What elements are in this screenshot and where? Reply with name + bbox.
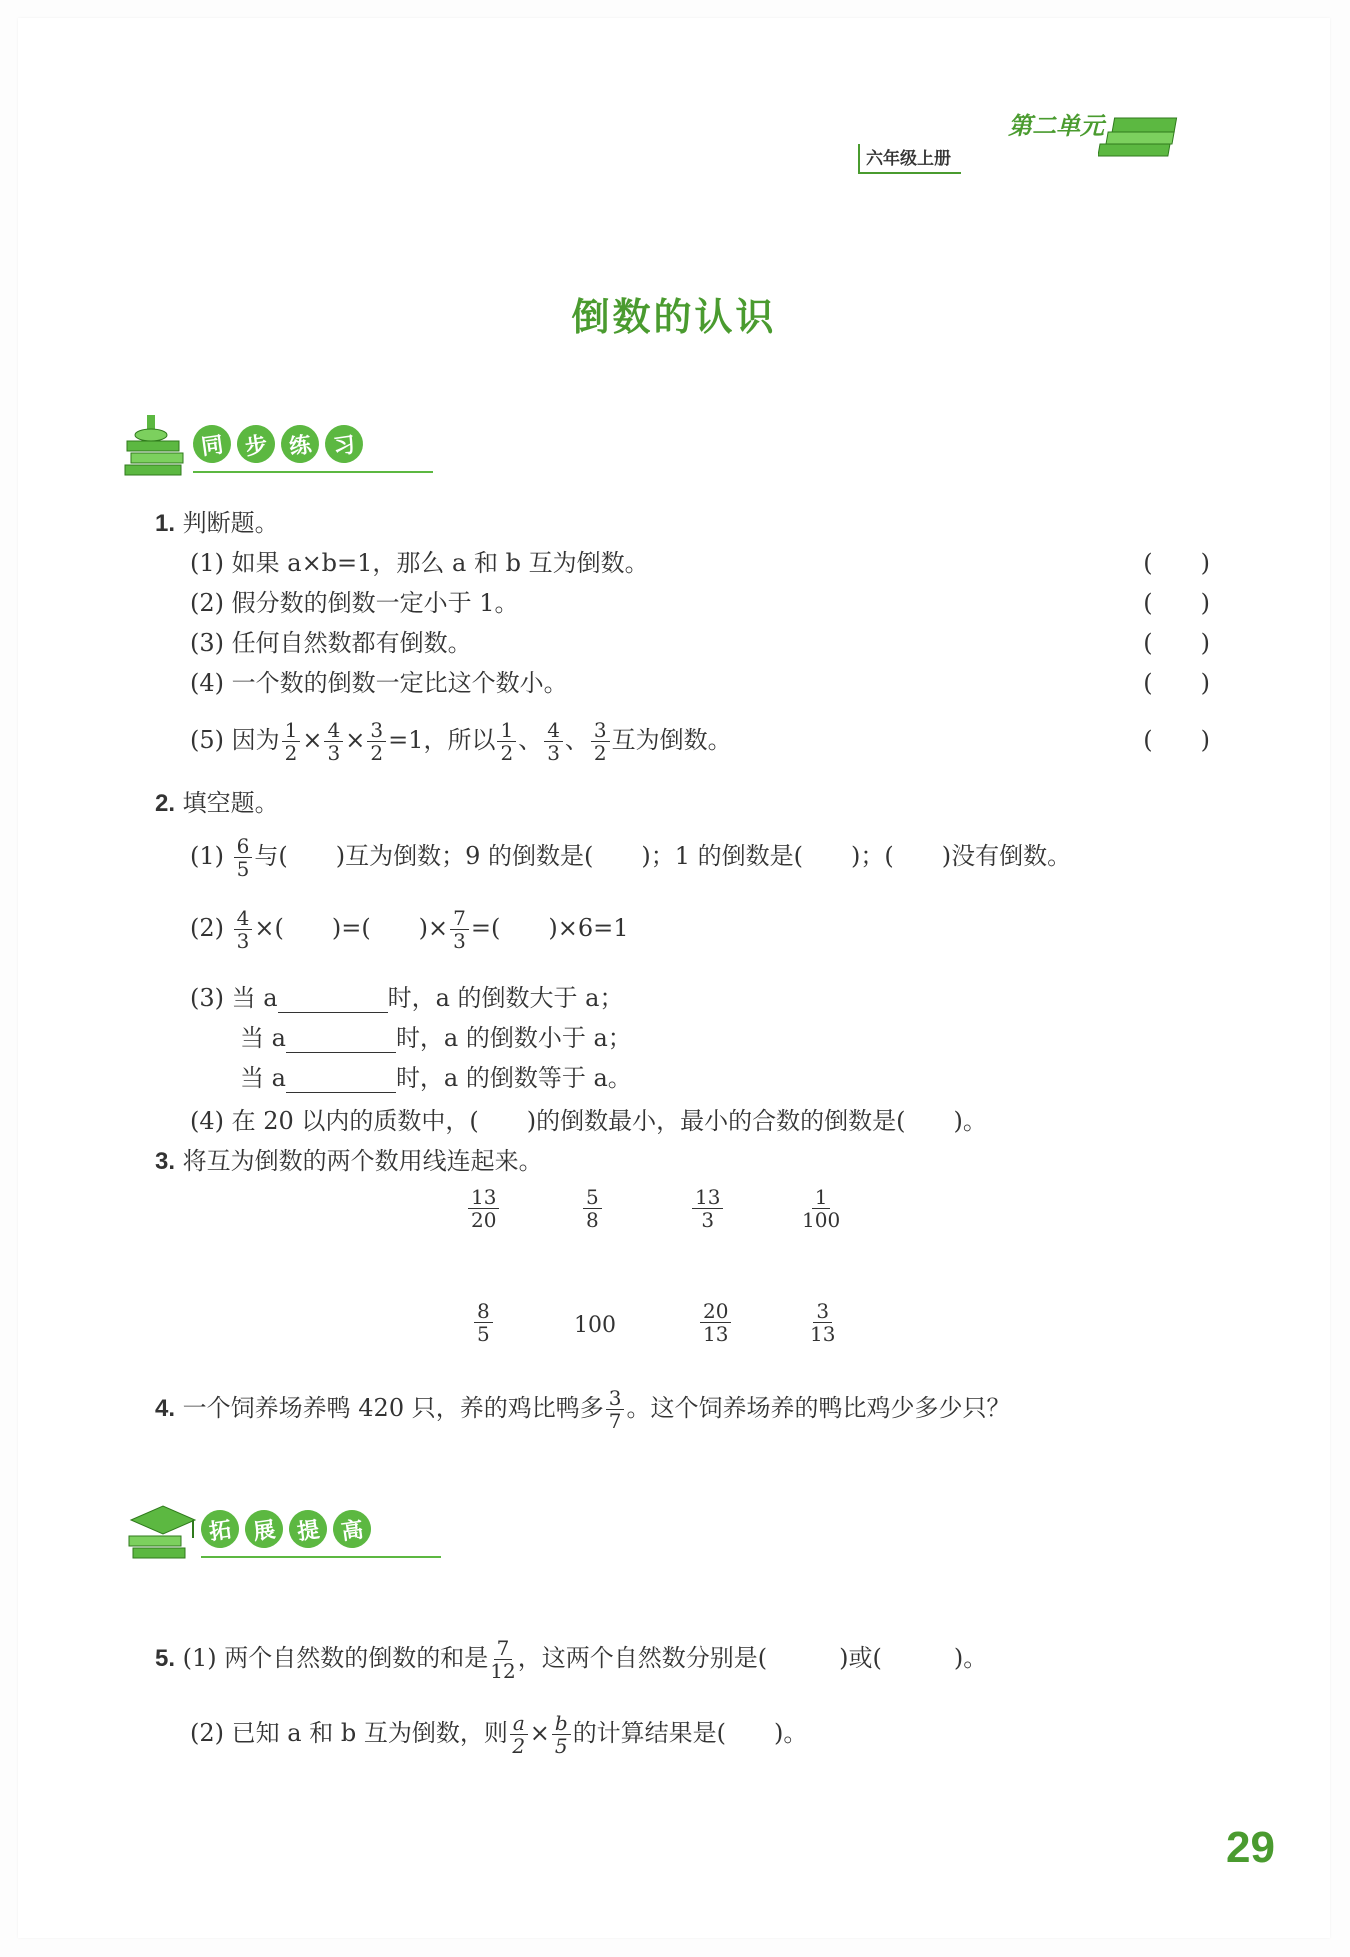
times-sign: × — [302, 726, 323, 754]
q2-item4 — [190, 1106, 987, 1136]
item-label: (3) — [190, 629, 224, 657]
match-top-4[interactable]: $\frac{1}{100}$ — [802, 1185, 841, 1232]
item-text: 当 a — [240, 1064, 286, 1092]
answer-paren[interactable]: ( ) — [1143, 669, 1210, 697]
separator: 、 — [564, 726, 589, 754]
section-title-row — [193, 425, 433, 473]
q3-number: 3. — [155, 1148, 176, 1175]
item-text: 当 a — [240, 1024, 286, 1052]
fraction: $\frac{7}{3}$ — [450, 907, 469, 952]
match-top-1[interactable]: $\frac{13}{20}$ — [466, 1186, 501, 1231]
q2-item1 — [190, 826, 1071, 886]
fraction: $\frac{6}{5}$ — [234, 835, 253, 880]
item-label: (2) — [190, 589, 224, 617]
fraction: $\frac{1}{2}$ — [282, 719, 301, 764]
q2-stem-text: 填空题。 — [182, 789, 279, 817]
item-text[interactable]: =( )×6=1 — [470, 914, 629, 942]
item-label: (4) — [190, 669, 224, 697]
section-sync-practice — [123, 413, 443, 483]
header-tag — [858, 106, 1188, 169]
section-char: 习 — [323, 423, 366, 466]
item-text: 时，a 的倒数大于 a； — [387, 984, 624, 1012]
answer-paren[interactable]: ( ) — [1143, 589, 1210, 617]
item-label: (1) — [190, 549, 224, 577]
q3-stem — [155, 1146, 543, 1177]
match-top-2[interactable]: $\frac{5}{8}$ — [581, 1186, 604, 1231]
item-text[interactable]: 在 20 以内的质数中，( )的倒数最小，最小的合数的倒数是( )。 — [231, 1107, 987, 1135]
q1-item — [190, 548, 1210, 578]
times-sign: × — [345, 726, 366, 754]
fill-blank[interactable] — [286, 1070, 396, 1093]
fraction: $\frac{a}{2}$ — [510, 1712, 528, 1757]
fraction: $\frac{3}{2}$ — [591, 719, 610, 764]
item-label: (2) — [190, 914, 224, 942]
fraction: $\frac{3}{7}$ — [606, 1387, 625, 1432]
q1-stem-text: 判断题。 — [182, 509, 279, 537]
page-number: 29 — [1226, 1823, 1275, 1872]
fraction: $\frac{1}{2}$ — [497, 719, 516, 764]
q5-item1 — [155, 1628, 987, 1689]
q1-item — [190, 710, 1210, 770]
answer-paren[interactable]: ( ) — [1143, 726, 1210, 754]
item-text: 任何自然数都有倒数。 — [231, 629, 472, 657]
q1-item — [190, 668, 1210, 698]
item-label: (3) — [190, 984, 224, 1012]
section-char: 步 — [235, 423, 278, 466]
item-text: 。这个饲养场养的鸭比鸡少多少只？ — [626, 1394, 1011, 1422]
item-text: 因为 — [231, 726, 280, 754]
item-text[interactable]: 与( )互为倒数；9 的倒数是( )；1 的倒数是( )；( )没有倒数。 — [254, 842, 1072, 870]
grade-label: 六年级上册 — [858, 144, 961, 174]
separator: 、 — [518, 726, 543, 754]
section-char: 展 — [243, 1508, 286, 1551]
fraction: $\frac{4}{3}$ — [324, 719, 343, 764]
q1-number: 1. — [155, 510, 176, 537]
item-text: 假分数的倒数一定小于 1。 — [231, 589, 519, 617]
books-stack-icon — [123, 413, 193, 483]
item-text[interactable]: 的计算结果是( )。 — [572, 1719, 808, 1747]
item-label: (5) — [190, 726, 224, 754]
section-extension — [123, 1498, 443, 1568]
q5-item2 — [190, 1703, 807, 1763]
section-char: 拓 — [199, 1508, 242, 1551]
answer-paren[interactable]: ( ) — [1143, 549, 1210, 577]
item-text: 时，a 的倒数小于 a； — [395, 1024, 632, 1052]
match-bottom-3[interactable]: $\frac{20}{13}$ — [698, 1300, 733, 1345]
q1-item — [190, 588, 1210, 618]
q2-item2 — [190, 898, 628, 958]
fraction: $\frac{3}{2}$ — [367, 719, 386, 764]
fraction: $\frac{7}{12}$ — [490, 1636, 516, 1683]
match-bottom-4[interactable]: $\frac{3}{13}$ — [810, 1299, 836, 1346]
q5-number: 5. — [155, 1645, 176, 1672]
item-text: 当 a — [231, 984, 278, 1012]
q2-item3-line1 — [190, 983, 623, 1013]
q2-stem — [155, 788, 279, 819]
item-text: 互为倒数。 — [611, 726, 732, 754]
item-text[interactable]: ，这两个自然数分别是( )或( )。 — [517, 1644, 988, 1672]
q1-item — [190, 628, 1210, 658]
item-label: (1) — [182, 1644, 217, 1672]
fraction: $\frac{4}{3}$ — [234, 907, 253, 952]
item-label: (1) — [190, 842, 224, 870]
item-text: 已知 a 和 b 互为倒数，则 — [231, 1719, 508, 1747]
fill-blank[interactable] — [278, 990, 388, 1013]
worksheet-page — [18, 18, 1330, 1938]
section-char: 高 — [331, 1508, 374, 1551]
q4 — [155, 1378, 1010, 1439]
q2-item3-line2 — [240, 1023, 632, 1053]
fraction: $\frac{b}{5}$ — [552, 1712, 571, 1757]
item-text[interactable]: ×( )=( )× — [254, 914, 449, 942]
q3-stem-text: 将互为倒数的两个数用线连起来。 — [182, 1147, 543, 1175]
q2-number: 2. — [155, 790, 176, 817]
unit-label: 第二单元 — [1008, 112, 1104, 140]
match-bottom-2[interactable]: 100 — [574, 1313, 616, 1338]
section-char: 同 — [191, 423, 234, 466]
item-text: =1，所以 — [388, 726, 496, 754]
item-label: (2) — [190, 1719, 224, 1747]
section-char: 练 — [279, 423, 322, 466]
graduation-cap-icon — [123, 1498, 203, 1568]
q4-number: 4. — [155, 1395, 176, 1422]
item-text: 如果 a×b=1，那么 a 和 b 互为倒数。 — [231, 549, 649, 577]
fraction: $\frac{4}{3}$ — [544, 719, 563, 764]
match-top-3[interactable]: $\frac{13}{3}$ — [690, 1186, 725, 1231]
page-title: 倒数的认识 — [571, 294, 777, 339]
section-char: 提 — [287, 1508, 330, 1551]
times-sign: × — [529, 1719, 550, 1747]
item-text: 时，a 的倒数等于 a。 — [395, 1064, 632, 1092]
item-text: 一个饲养场养鸭 420 只，养的鸡比鸭多 — [182, 1394, 604, 1422]
item-text: 两个自然数的倒数的和是 — [224, 1644, 489, 1672]
q1-stem — [155, 508, 279, 539]
q2-item3-line3 — [240, 1063, 632, 1093]
item-label: (4) — [190, 1107, 224, 1135]
match-bottom-1[interactable]: $\frac{8}{5}$ — [472, 1300, 495, 1345]
fill-blank[interactable] — [286, 1030, 396, 1053]
item-text: 一个数的倒数一定比这个数小。 — [231, 669, 568, 697]
books-icon — [1098, 110, 1188, 170]
answer-paren[interactable]: ( ) — [1143, 629, 1210, 657]
section-title-row — [201, 1510, 441, 1558]
